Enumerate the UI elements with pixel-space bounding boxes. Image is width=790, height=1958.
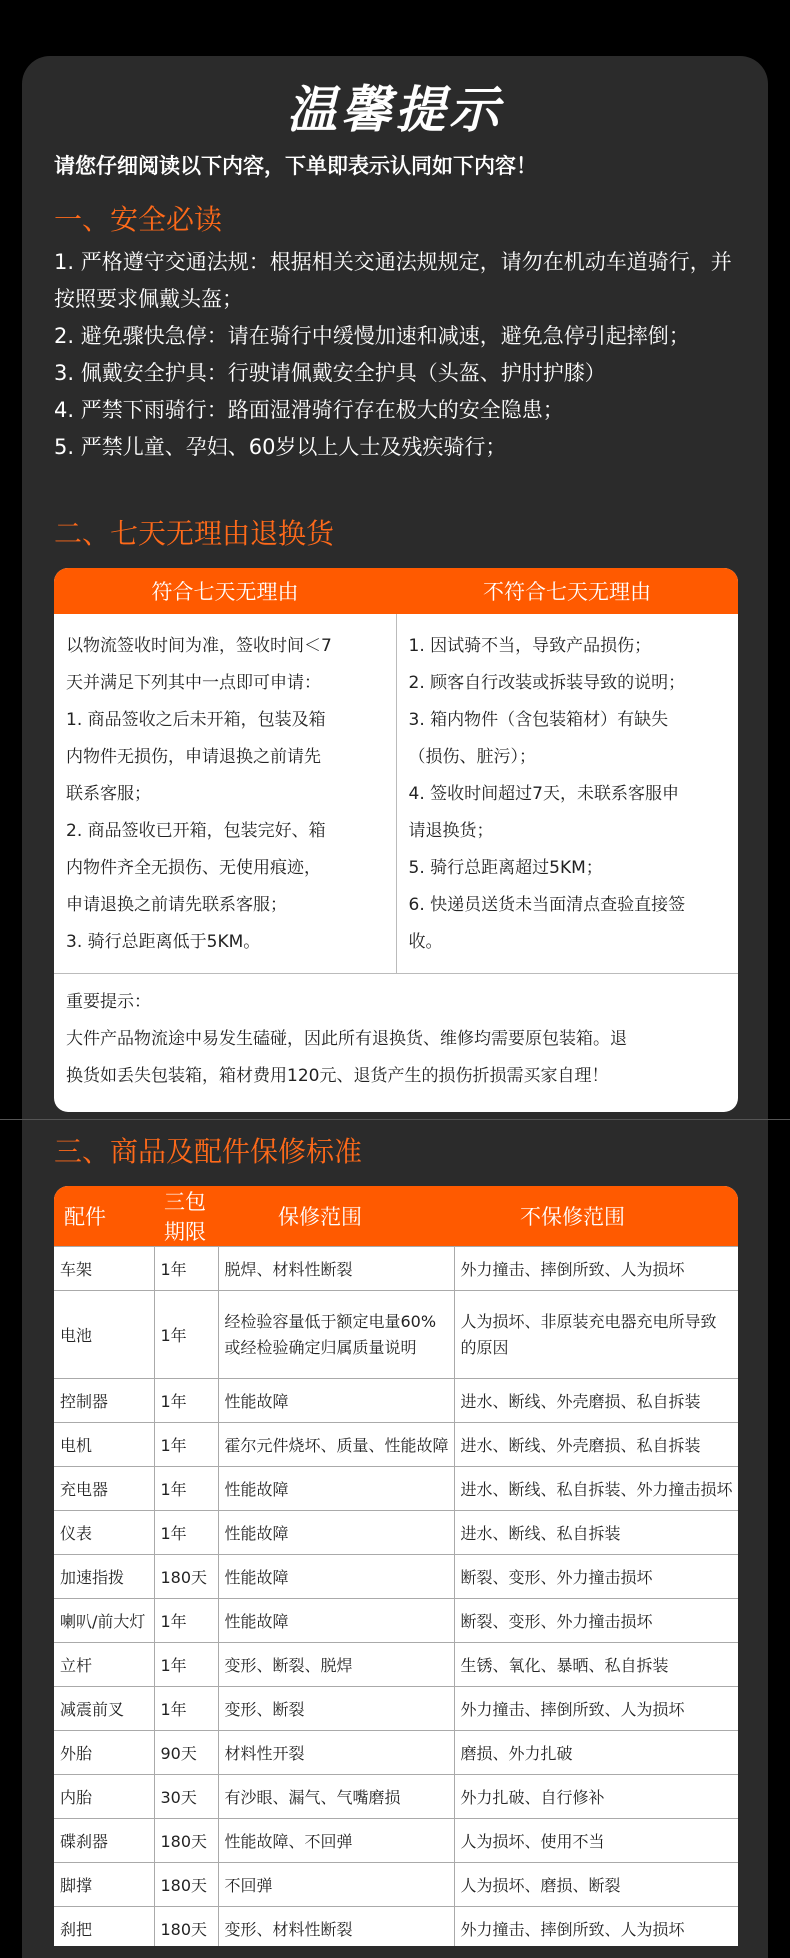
part-cell: 脚撑 <box>54 1863 154 1907</box>
excluded-cell: 进水、断线、外壳磨损、私自拆装 <box>454 1379 738 1423</box>
excluded-cell: 外力撞击、摔倒所致、人为损坏 <box>454 1247 738 1291</box>
not-eligible-line: 收。 <box>408 932 443 952</box>
table-row <box>54 1247 738 1291</box>
part-cell: 电机 <box>54 1423 154 1467</box>
page-title: 温馨提示 <box>287 81 503 139</box>
returns-table <box>54 568 738 1112</box>
not-eligible-line: （损伤、脏污）； <box>408 747 536 767</box>
returns-table-header <box>54 568 738 614</box>
covered-cell: 有沙眼、漏气、气嘴磨损 <box>218 1775 454 1819</box>
safety-rule: 3. 佩戴安全护具：行驶请佩戴安全护具（头盔、护肘护膝） <box>54 361 606 385</box>
period-cell: 1年 <box>154 1291 218 1379</box>
important-note <box>54 974 738 1095</box>
covered-cell: 变形、材料性断裂 <box>218 1907 454 1947</box>
period-cell: 1年 <box>154 1599 218 1643</box>
period-cell: 1年 <box>154 1687 218 1731</box>
header-not-eligible: 不符合七天无理由 <box>483 580 651 604</box>
covered-cell: 性能故障、不回弹 <box>218 1819 454 1863</box>
excluded-cell: 进水、断线、外壳磨损、私自拆装 <box>454 1423 738 1467</box>
table-row <box>54 1423 738 1467</box>
excluded-cell: 外力撞击、摔倒所致、人为损坏 <box>454 1907 738 1947</box>
period-cell: 90天 <box>154 1731 218 1775</box>
covered-cell: 变形、断裂、脱焊 <box>218 1643 454 1687</box>
not-eligible-line: 3. 箱内物件（含包装箱材）有缺失 <box>408 710 669 730</box>
part-cell: 刹把 <box>54 1907 154 1947</box>
table-row <box>54 1819 738 1863</box>
excluded-cell: 外力扎破、自行修补 <box>454 1775 738 1819</box>
table-row <box>54 1467 738 1511</box>
covered-cell: 性能故障 <box>218 1599 454 1643</box>
note-title: 重要提示： <box>66 992 151 1012</box>
part-cell: 仪表 <box>54 1511 154 1555</box>
period-cell: 1年 <box>154 1423 218 1467</box>
returns-heading: 二、七天无理由退换货 <box>54 517 335 550</box>
table-row <box>54 1775 738 1819</box>
part-cell: 加速指拨 <box>54 1555 154 1599</box>
not-eligible-conditions <box>396 614 739 973</box>
covered-cell: 材料性开裂 <box>218 1731 454 1775</box>
excluded-cell: 人为损坏、非原装充电器充电所导致的原因 <box>454 1291 738 1379</box>
table-row <box>54 1511 738 1555</box>
covered-cell: 性能故障 <box>218 1467 454 1511</box>
excluded-cell: 进水、断线、私自拆装、外力撞击损坏 <box>454 1467 738 1511</box>
excluded-cell: 断裂、变形、外力撞击损坏 <box>454 1555 738 1599</box>
eligible-line: 以物流签收时间为准，签收时间＜7 <box>66 636 332 656</box>
period-cell: 1年 <box>154 1511 218 1555</box>
period-cell: 180天 <box>154 1907 218 1947</box>
table-row <box>54 1687 738 1731</box>
period-cell: 1年 <box>154 1643 218 1687</box>
excluded-cell: 人为损坏、使用不当 <box>454 1819 738 1863</box>
table-row <box>54 1291 738 1379</box>
period-cell: 180天 <box>154 1555 218 1599</box>
excluded-cell: 断裂、变形、外力撞击损坏 <box>454 1599 738 1643</box>
covered-cell: 霍尔元件烧坏、质量、性能故障 <box>218 1423 454 1467</box>
intro-text: 请您仔细阅读以下内容，下单即表示认同如下内容！ <box>54 154 537 178</box>
part-cell: 立杆 <box>54 1643 154 1687</box>
divider <box>0 1119 790 1120</box>
period-cell: 180天 <box>154 1819 218 1863</box>
covered-cell: 脱焊、材料性断裂 <box>218 1247 454 1291</box>
eligible-line: 内物件无损伤，申请退换之前请先 <box>66 747 321 767</box>
part-cell: 控制器 <box>54 1379 154 1423</box>
not-eligible-line: 6. 快递员送货未当面清点查验直接签 <box>408 895 686 915</box>
covered-cell: 性能故障 <box>218 1511 454 1555</box>
table-row <box>54 1555 738 1599</box>
eligible-line: 2. 商品签收已开箱，包装完好、箱 <box>66 821 326 841</box>
not-eligible-line: 请退换货； <box>408 821 494 841</box>
covered-cell: 经检验容量低于额定电量60%或经检验确定归属质量说明 <box>218 1291 454 1379</box>
eligible-line: 内物件齐全无损伤、无使用痕迹， <box>66 858 321 878</box>
header-part: 配件 <box>54 1186 154 1247</box>
warranty-heading: 三、商品及配件保修标准 <box>54 1135 363 1168</box>
eligible-line: 3. 骑行总距离低于5KM。 <box>66 932 261 952</box>
period-cell: 180天 <box>154 1863 218 1907</box>
header-eligible: 符合七天无理由 <box>151 580 299 604</box>
table-row <box>54 1643 738 1687</box>
not-eligible-line: 2. 顾客自行改装或拆装导致的说明； <box>408 673 686 693</box>
part-cell: 内胎 <box>54 1775 154 1819</box>
excluded-cell: 人为损坏、磨损、断裂 <box>454 1863 738 1907</box>
table-row <box>54 1731 738 1775</box>
eligible-line: 1. 商品签收之后未开箱，包装及箱 <box>66 710 326 730</box>
covered-cell: 性能故障 <box>218 1379 454 1423</box>
safety-rule: 5. 严禁儿童、孕妇、60岁以上人士及残疾骑行； <box>54 435 507 459</box>
safety-heading: 一、安全必读 <box>54 203 223 236</box>
safety-rule: 4. 严禁下雨骑行：路面湿滑骑行存在极大的安全隐患； <box>54 398 564 422</box>
not-eligible-line: 5. 骑行总距离超过5KM； <box>408 858 603 878</box>
warranty-table <box>54 1186 738 1946</box>
part-cell: 喇叭/前大灯 <box>54 1599 154 1643</box>
eligible-conditions <box>54 614 396 973</box>
covered-cell: 不回弹 <box>218 1863 454 1907</box>
safety-rule: 1. 严格遵守交通法规：根据相关交通法规规定，请勿在机动车道骑行，并按照要求佩戴头盔； <box>54 250 732 311</box>
part-cell: 外胎 <box>54 1731 154 1775</box>
note-line: 大件产品物流途中易发生磕碰，因此所有退换货、维修均需要原包装箱。退 <box>66 1029 627 1049</box>
covered-cell: 性能故障 <box>218 1555 454 1599</box>
returns-table-body <box>54 614 738 974</box>
period-cell: 30天 <box>154 1775 218 1819</box>
part-cell: 车架 <box>54 1247 154 1291</box>
part-cell: 减震前叉 <box>54 1687 154 1731</box>
excluded-cell: 进水、断线、私自拆装 <box>454 1511 738 1555</box>
excluded-cell: 外力撞击、摔倒所致、人为损坏 <box>454 1687 738 1731</box>
part-cell: 充电器 <box>54 1467 154 1511</box>
safety-rules <box>54 244 744 466</box>
safety-rule: 2. 避免骤快急停：请在骑行中缓慢加速和减速，避免急停引起摔倒； <box>54 324 690 348</box>
excluded-cell: 磨损、外力扎破 <box>454 1731 738 1775</box>
table-row <box>54 1599 738 1643</box>
excluded-cell: 生锈、氧化、暴晒、私自拆装 <box>454 1643 738 1687</box>
part-cell: 电池 <box>54 1291 154 1379</box>
not-eligible-line: 1. 因试骑不当，导致产品损伤； <box>408 636 652 656</box>
eligible-line: 天并满足下列其中一点即可申请： <box>66 673 321 693</box>
not-eligible-line: 4. 签收时间超过7天，未联系客服申 <box>408 784 679 804</box>
table-row <box>54 1907 738 1947</box>
header-covered: 保修范围 <box>218 1186 454 1247</box>
period-cell: 1年 <box>154 1467 218 1511</box>
eligible-line: 申请退换之前请先联系客服； <box>66 895 287 915</box>
header-period: 三包期限 <box>154 1186 218 1247</box>
covered-cell: 变形、断裂 <box>218 1687 454 1731</box>
period-cell: 1年 <box>154 1379 218 1423</box>
header-excluded: 不保修范围 <box>454 1186 738 1247</box>
note-line: 换货如丢失包装箱，箱材费用120元、退货产生的损伤折损需买家自理！ <box>66 1066 609 1086</box>
period-cell: 1年 <box>154 1247 218 1291</box>
warranty-header-row <box>54 1186 738 1247</box>
table-row <box>54 1379 738 1423</box>
eligible-line: 联系客服； <box>66 784 151 804</box>
part-cell: 碟刹器 <box>54 1819 154 1863</box>
table-row <box>54 1863 738 1907</box>
